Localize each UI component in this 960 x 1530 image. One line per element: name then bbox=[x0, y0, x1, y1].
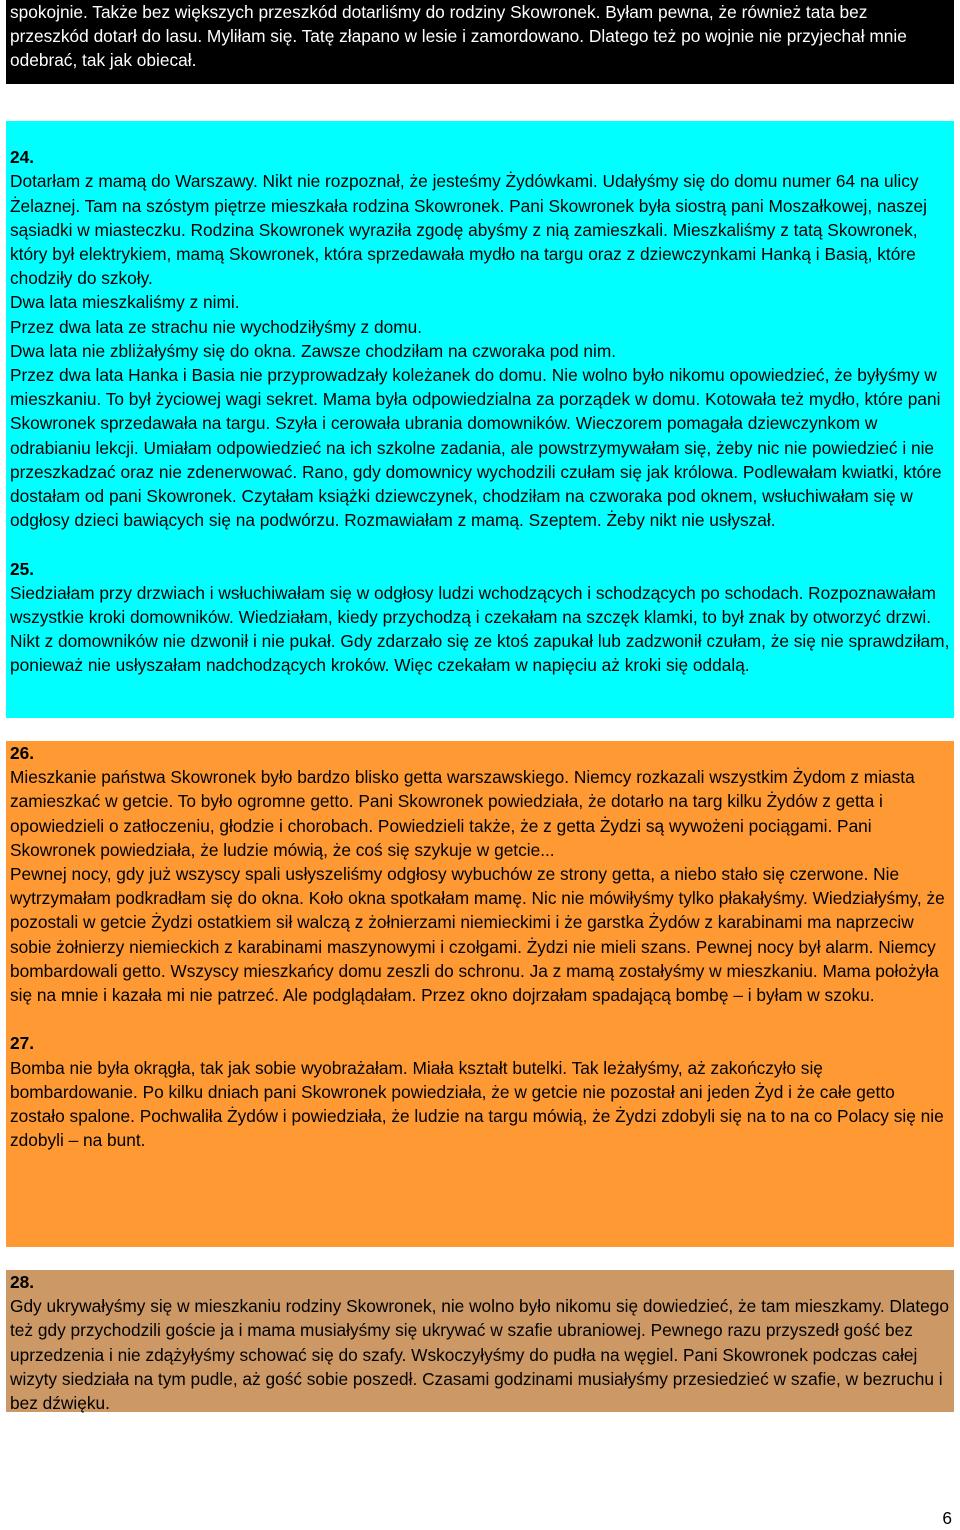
paragraph: spokojnie. Także bez większych przeszkód dotarliśmy do rodziny Skowronek. Byłam pewna, że również tata bez przeszkód dotarł do lasu. Myliłam się. Tatę złapano w lesie i zamordowano. Dlatego też po wojnie nie przyjechał mnie odebrać, tak jak obiecał. bbox=[10, 2, 907, 71]
section-number-25: 25. bbox=[10, 558, 35, 579]
top-text-block bbox=[6, 0, 954, 84]
paragraph: Siedziałam przy drzwiach i wsłuchiwałam się w odgłosy ludzi wchodzących i schodzących po schodach. Rozpoznawałam wszystkie kroki domowników. Wiedziałam, kiedy przychodzą i czekałam na szczęk klamki, to był znak by otworzyć drzwi. Nikt z domowników nie dzwonił i nie pukał. Gdy zdarzało się ze ktoś zapukał lub zadzwonił czułam, że się nie sprawdziłam, ponieważ nie usłyszałam nadchodzących kroków. Więc czekałam w napięciu aż kroki się oddalą. bbox=[10, 582, 950, 676]
section-number-27: 27. bbox=[10, 1033, 35, 1054]
paragraph: Dwa lata mieszkaliśmy z nimi. bbox=[10, 292, 240, 313]
paragraph: Pewnej nocy, gdy już wszyscy spali usłyszeliśmy odgłosy wybuchów ze strony getta, a niebo stało się czerwone. Nie wytrzymałam podkradłam się do okna. Koło okna spotkałam mamę. Nic nie mówiłyśmy tylko płakałyśmy. Wiedziałyśmy, że pozostali w getcie Żydzi ostatkiem sił walczą z żołnierzami niemieckimi i że garstka Żydów z karabinami ma naprzeciw sobie żołnierzy niemieckich z karabinami maszynowymi i czołgami. Żydzi nie mieli szans. Pewnej nocy był alarm. Niemcy bombardowali getto. Wszyscy mieszkańcy domu zeszli do schronu. Ja z mamą zostałyśmy w mieszkaniu. Mama położyła się na mnie i kazała mi nie patrzeć. Ale podglądałam. Przez okno dojrzałam spadającą bombę – i byłam w szoku. bbox=[10, 864, 945, 1006]
paragraph: Bomba nie była okrągła, tak jak sobie wyobrażałam. Miała kształt butelki. Tak leżałyśmy, aż zakończyło się bombardowanie. Po kilku dniach pani Skowronek powiedziała, że w getcie nie pozostał ani jeden Żyd i że całe getto zostało spalone. Pochwaliła Żydów i powiedziała, że ludzie na targu mówią, że Żydzi zdobyli się na to na co Polacy się nie zdobyli – na bunt. bbox=[10, 1057, 944, 1151]
paragraph: Przez dwa lata Hanka i Basia nie przyprowadzały koleżanek do domu. Nie wolno było nikomu opowiedzieć, że byłyśmy w mieszkaniu. To był życiowej wagi sekret. Mama była odpowiedzialna za porządek w domu. Kotowała też mydło, które pani Skowronek sprzedawała na targu. Szyła i cerowała ubrania domowników. Wieczorem pomagała dziewczynkom w odrabianiu lekcji. Umiałam odpowiedzieć na ich szkolne zadania, ale powstrzymywałam się, żeby nic nie powiedzieć i nie przeszkadzać oraz nie zdenerwować. Rano, gdy domownicy wychodzili czułam się jak królowa. Podlewałam kwiatki, które dostałam od pani Skowronek. Czytałam książki dziewczynek, chodziłam na czworaka pod oknem, wsłuchiwałam się w odgłosy dzieci bawiących się na podwórzu. Rozmawiałam z mamą. Szeptem. Żeby nikt nie usłyszał. bbox=[10, 365, 942, 531]
paragraph: Gdy ukrywałyśmy się w mieszkaniu rodziny Skowronek, nie wolno było nikomu się dowiedzieć, że tam mieszkamy. Dlatego też gdy przychodzili goście ja i mama musiałyśmy się ukrywać w szafie ubraniowej. Pewnego razu przyszedł gość bez uprzedzenia i nie zdążyłyśmy schować się do szafy. Wskoczyłyśmy do pudła na węgiel. Pani Skowronek podczas całej wizyty siedziała na tym pudle, aż gość sobie poszedł. Czasami godzinami musiałyśmy przesiedzieć w szafie, w bezruchu i bez dźwięku. bbox=[10, 1296, 949, 1414]
paragraph: Mieszkanie państwa Skowronek było bardzo blisko getta warszawskiego. Niemcy rozkazali wszystkim Żydom z miasta zamieszkać w getcie. To było ogromne getto. Pani Skowronek powiedziała, że dotarło na targ kilku Żydów z getta i opowiedzieli o zatłoczeniu, głodzie i chorobach. Powiedzieli także, że z getta Żydzi są wywożeni pociągami. Pani Skowronek powiedziała, że ludzie mówią, że coś się szykuje w getcie... bbox=[10, 767, 915, 860]
section-26-27-block bbox=[6, 741, 954, 1247]
section-number-26: 26. bbox=[10, 743, 35, 763]
paragraph: Przez dwa lata ze strachu nie wychodziłyśmy z domu. bbox=[10, 316, 423, 337]
section-number-24: 24. bbox=[10, 147, 35, 168]
section-28-block bbox=[6, 1270, 954, 1412]
page-number: 6 bbox=[942, 1508, 952, 1528]
paragraph: Dotarłam z mamą do Warszawy. Nikt nie rozpoznał, że jesteśmy Żydówkami. Udałyśmy się do domu numer 64 na ulicy Żelaznej. Tam na szóstym piętrze mieszkała rodzina Skowronek. Pani Skowronek była siostrą pani Moszałkowej, naszej sąsiadki w miasteczku. Rodzina Skowronek wyraziła zgodę abyśmy z nią zamieszkali. Mieszkaliśmy z tatą Skowronek, który był elektrykiem, mamą Skowronek, która sprzedawała mydło na targu oraz z dziewczynkami Hanką i Basią, które chodziły do szkoły. bbox=[10, 171, 927, 289]
paragraph: Dwa lata nie zbliżałyśmy się do okna. Zawsze chodziłam na czworaka pod nim. bbox=[10, 340, 617, 361]
section-number-28: 28. bbox=[10, 1272, 35, 1292]
section-24-25-block bbox=[6, 121, 954, 718]
